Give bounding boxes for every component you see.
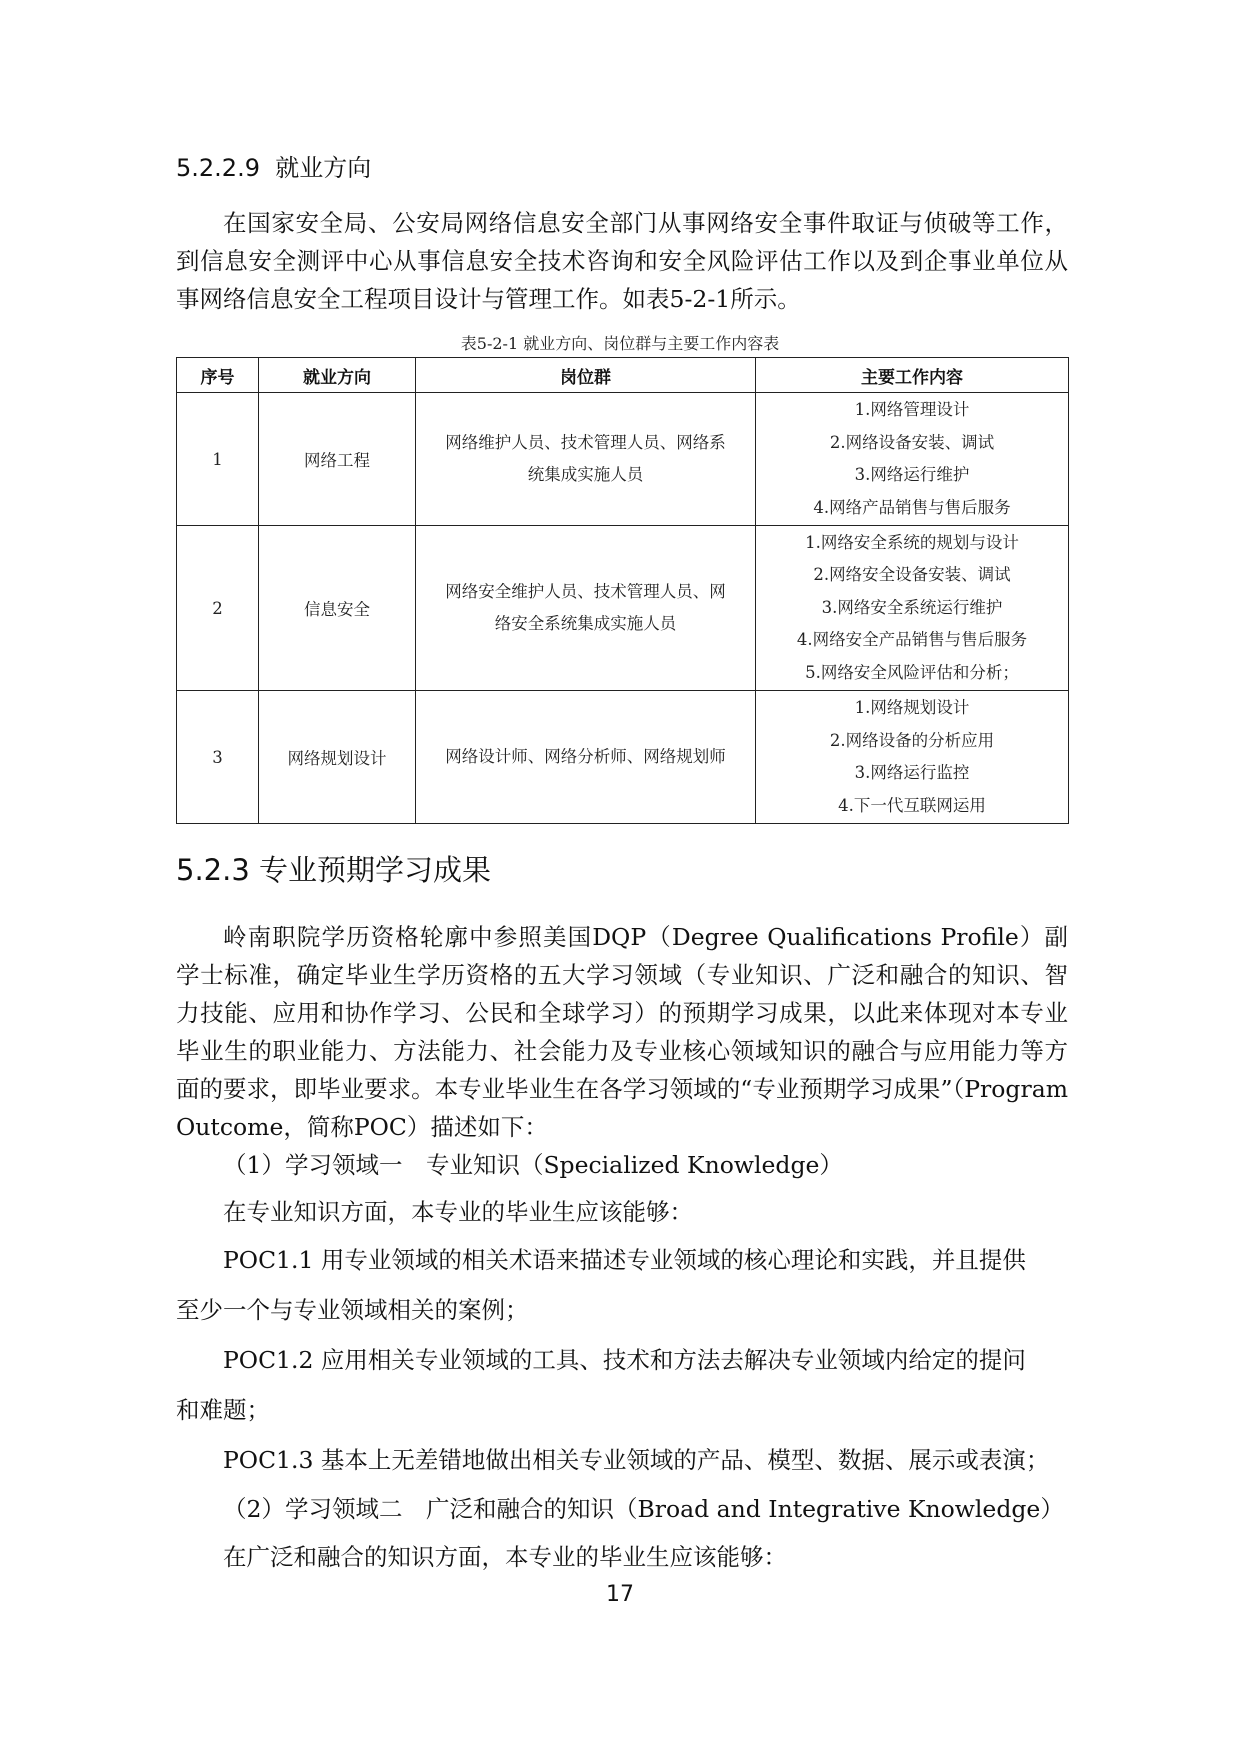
work-item: 4.下一代互联网运用 bbox=[838, 795, 986, 815]
work-item: 3.网络安全系统运行维护 bbox=[821, 597, 1003, 617]
domain1-title: （1）学习领域一 专业知识（Specialized Knowledge） bbox=[223, 1151, 843, 1179]
cell-no: 1 bbox=[177, 393, 259, 526]
cell-work bbox=[756, 393, 1069, 526]
work-item: 5.网络安全风险评估和分析； bbox=[805, 662, 1019, 682]
employment-table bbox=[176, 357, 1069, 824]
poc13: POC1.3 基本上无差错地做出相关专业领域的产品、模型、数据、展示或表演； bbox=[223, 1446, 1050, 1474]
table-row bbox=[177, 691, 1069, 824]
section-heading-5-2-3 bbox=[176, 848, 491, 889]
work-item: 4.网络安全产品销售与售后服务 bbox=[796, 630, 1028, 650]
cell-work bbox=[756, 526, 1069, 691]
table-caption: 表5-2-1 就业方向、岗位群与主要工作内容表 bbox=[460, 334, 780, 353]
cell-posts bbox=[416, 526, 756, 691]
post-line: 络安全系统集成实施人员 bbox=[494, 614, 677, 633]
work-item: 3.网络运行维护 bbox=[854, 465, 970, 484]
post-line: 网络安全维护人员、技术管理人员、网 bbox=[445, 582, 726, 601]
section-title: 专业预期学习成果 bbox=[259, 853, 492, 887]
outcomes-intro-paragraph: 岭南职院学历资格轮廓中参照美国DQP（Degree Qualifications Profile）副学士标准，确定毕业生学历资格的五大学习领域（专业知识、广泛和融合的知识、智力技能、应用和协作学习、公民和全球学习）的预期学习成果，以此来体现对本专业毕业生的职业能力、方法能力、社会能力及专业核心领域知识的融合与应用能力等方面的要求，即毕业要求。本专业毕业生在各学习领域的“专业预期学习成果”（Program Outcome，简称POC）描述如下： bbox=[176, 923, 1068, 1141]
work-item: 1.网络规划设计 bbox=[854, 698, 970, 717]
cell-no: 3 bbox=[177, 691, 259, 824]
employment-paragraph: 在国家安全局、公安局网络信息安全部门从事网络安全事件取证与侦破等工作，到信息安全测评中心从事信息安全技术咨询和安全风险评估工作以及到企事业单位从事网络信息安全工程项目设计与管理工作。如表5-2-1所示。 bbox=[176, 209, 1068, 313]
poc12-line2: 和难题； bbox=[176, 1396, 270, 1424]
work-item: 4.网络产品销售与售后服务 bbox=[813, 497, 1011, 517]
table-header-row bbox=[177, 358, 1069, 393]
poc11-line1: POC1.1 用专业领域的相关术语来描述专业领域的核心理论和实践，并且提供 bbox=[223, 1246, 1026, 1274]
cell-posts bbox=[416, 691, 756, 824]
work-item: 2.网络设备的分析应用 bbox=[829, 730, 995, 750]
table-row bbox=[177, 393, 1069, 526]
table-row bbox=[177, 526, 1069, 691]
cell-no: 2 bbox=[177, 526, 259, 691]
work-item: 2.网络设备安装、调试 bbox=[829, 432, 995, 452]
section-number: 5.2.3 bbox=[176, 853, 250, 887]
post-line: 网络维护人员、技术管理人员、网络系 bbox=[445, 433, 726, 452]
cell-posts bbox=[416, 393, 756, 526]
work-item: 3.网络运行监控 bbox=[854, 763, 970, 782]
header-no: 序号 bbox=[177, 358, 259, 393]
domain1-lead: 在专业知识方面，本专业的毕业生应该能够： bbox=[223, 1198, 693, 1226]
page-number: 17 bbox=[606, 1582, 634, 1607]
cell-work bbox=[756, 691, 1069, 824]
section-number: 5.2.2.9 bbox=[176, 154, 260, 182]
cell-direction: 网络规划设计 bbox=[259, 691, 416, 824]
cell-direction: 网络工程 bbox=[259, 393, 416, 526]
work-item: 2.网络安全设备安装、调试 bbox=[813, 565, 1011, 585]
header-direction: 就业方向 bbox=[259, 358, 416, 393]
section-title: 就业方向 bbox=[275, 154, 372, 182]
section-heading-5-2-2-9 bbox=[176, 148, 371, 183]
post-line: 统集成实施人员 bbox=[527, 465, 644, 484]
work-item: 1.网络管理设计 bbox=[854, 400, 970, 419]
poc11-line2: 至少一个与专业领域相关的案例； bbox=[176, 1296, 529, 1324]
cell-direction: 信息安全 bbox=[259, 526, 416, 691]
poc12-line1: POC1.2 应用相关专业领域的工具、技术和方法去解决专业领域内给定的提问 bbox=[223, 1346, 1026, 1374]
header-work: 主要工作内容 bbox=[756, 358, 1069, 393]
domain2-lead: 在广泛和融合的知识方面，本专业的毕业生应该能够： bbox=[223, 1543, 787, 1571]
post-line: 网络设计师、网络分析师、网络规划师 bbox=[445, 747, 726, 766]
domain2-title: （2）学习领域二 广泛和融合的知识（Broad and Integrative Knowledge） bbox=[223, 1495, 1064, 1523]
work-item: 1.网络安全系统的规划与设计 bbox=[805, 532, 1019, 552]
header-posts: 岗位群 bbox=[416, 358, 756, 393]
